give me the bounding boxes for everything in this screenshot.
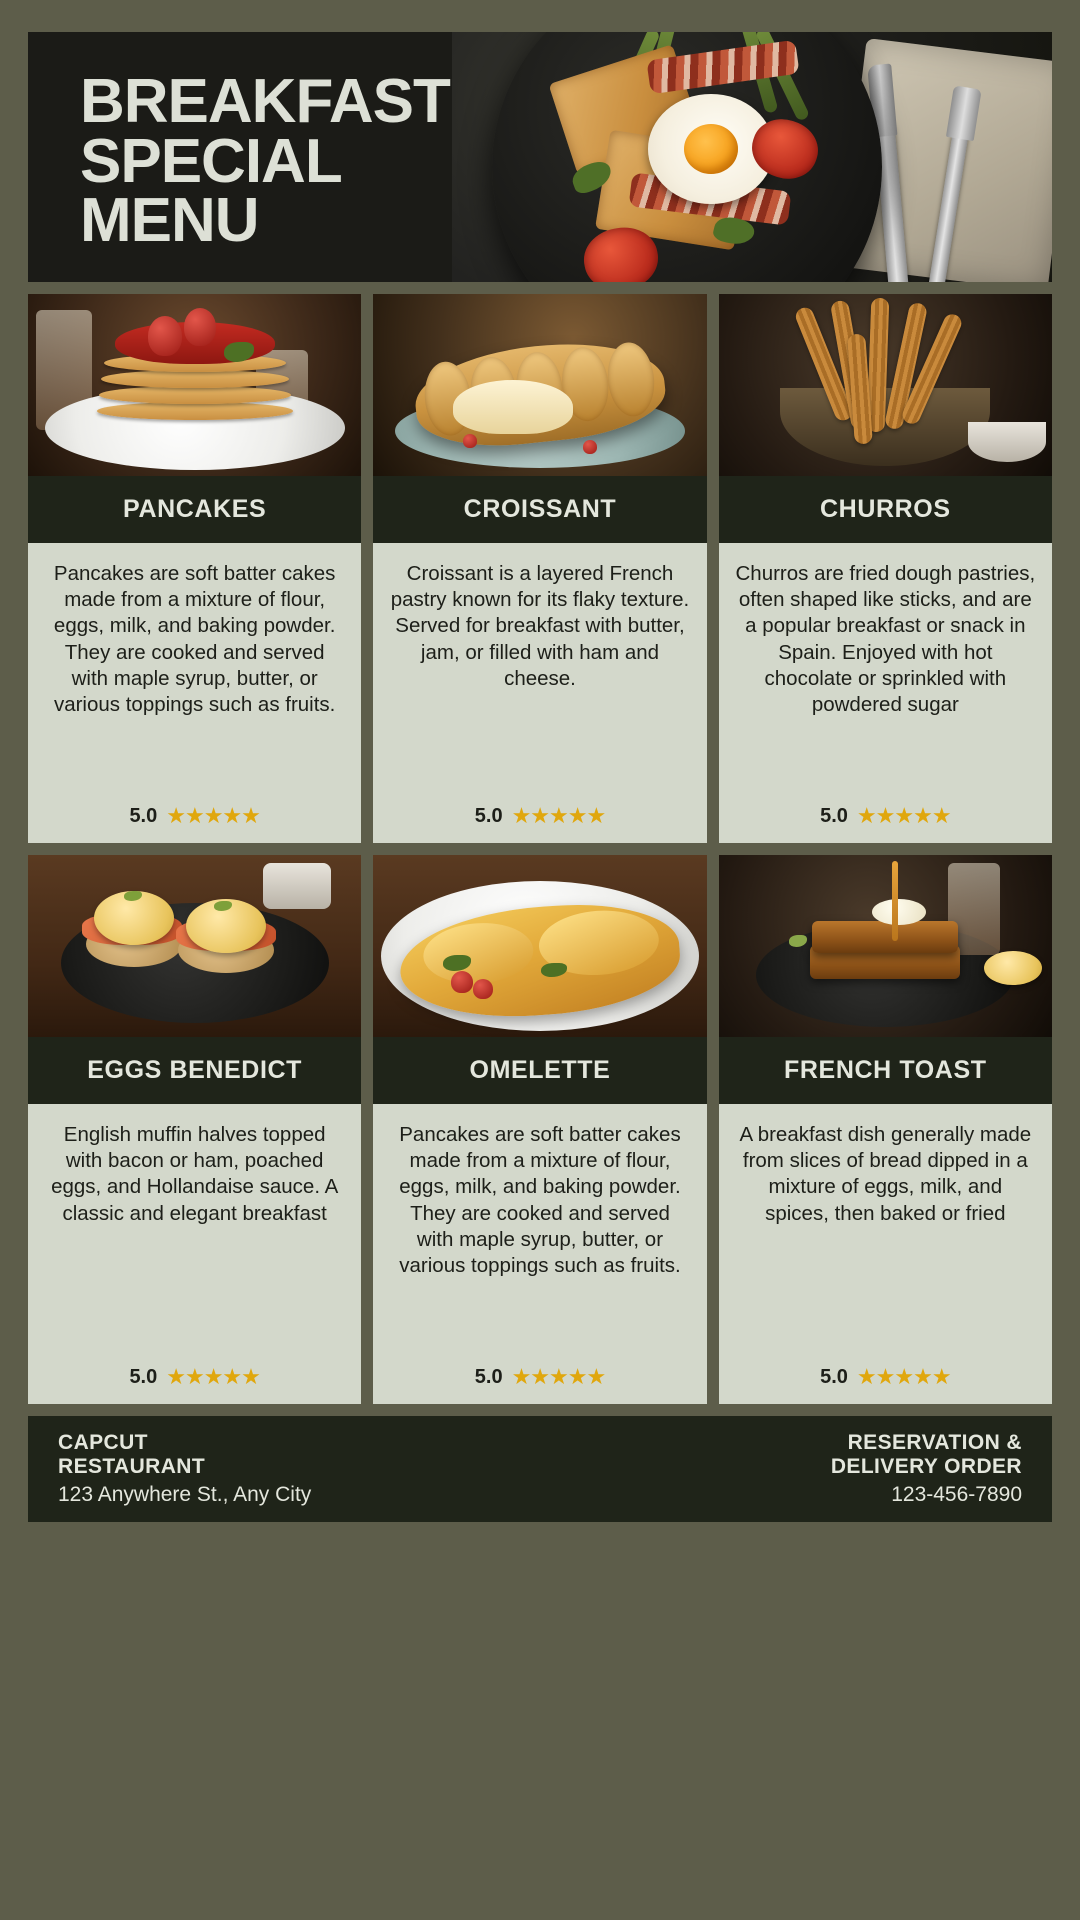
pancake-stack-with-strawberry-syrup-photo bbox=[28, 294, 361, 476]
menu-card-croissant[interactable] bbox=[373, 294, 706, 843]
page-title-line-1: BREAKFAST bbox=[80, 67, 450, 136]
card-body bbox=[373, 1104, 706, 1404]
reservation-phone[interactable]: 123-456-7890 bbox=[891, 1482, 1022, 1506]
card-title: OMELETTE bbox=[373, 1037, 706, 1104]
eggs-benedict-with-salmon-photo bbox=[28, 855, 361, 1037]
card-title: CHURROS bbox=[719, 476, 1052, 543]
card-description: Croissant is a layered French pastry known for its flaky texture. Served for breakfast with butter, jam, or filled with ham and cheese. bbox=[390, 562, 690, 690]
star-icon: ★★★★★ bbox=[511, 803, 606, 828]
restaurant-address: 123 Anywhere St., Any City bbox=[58, 1482, 312, 1506]
footer-reservation-info bbox=[831, 1431, 1022, 1506]
cream-filled-croissant-photo bbox=[373, 294, 706, 476]
rating-score: 5.0 bbox=[474, 804, 503, 827]
hero-banner bbox=[28, 32, 1052, 282]
rating-score: 5.0 bbox=[820, 804, 848, 827]
omelette-on-white-plate-photo bbox=[373, 855, 706, 1037]
rating bbox=[389, 1364, 690, 1390]
reservation-label-line-2: DELIVERY ORDER bbox=[830, 1455, 1022, 1478]
star-icon: ★★★★★ bbox=[856, 803, 951, 828]
rating-score: 5.0 bbox=[474, 1365, 503, 1388]
card-description: A breakfast dish generally made from slices of bread dipped in a mixture of eggs, milk, and spices, then baked or fried bbox=[739, 1123, 1032, 1225]
star-icon: ★★★★★ bbox=[166, 1364, 260, 1389]
card-description: English muffin halves topped with bacon or ham, poached eggs, and Hollandaise sauce. A classic and elegant breakfast bbox=[51, 1123, 339, 1225]
card-description: Churros are fried dough pastries, often shaped like sticks, and are a popular breakfast or snack in Spain. Enjoyed with hot chocolate or sprinkled with powdered sugar bbox=[735, 562, 1036, 717]
menu-grid-row-1 bbox=[28, 294, 1052, 843]
card-body bbox=[28, 1104, 361, 1404]
rating bbox=[735, 803, 1036, 829]
page-title-line-2: SPECIAL bbox=[80, 126, 342, 196]
rating bbox=[389, 803, 690, 829]
rating-score: 5.0 bbox=[129, 1365, 158, 1388]
menu-grid-row-2 bbox=[28, 855, 1052, 1404]
restaurant-name-line-1: CAPCUT bbox=[58, 1431, 148, 1455]
rating-score: 5.0 bbox=[129, 804, 158, 827]
page-title-line-3: MENU bbox=[80, 186, 259, 256]
rating-score: 5.0 bbox=[820, 1365, 848, 1388]
rating bbox=[44, 803, 345, 829]
reservation-label-line-1: RESERVATION & bbox=[847, 1431, 1022, 1455]
restaurant-name-line-2: RESTAURANT bbox=[58, 1455, 206, 1478]
card-body bbox=[373, 543, 706, 843]
footer-restaurant-info bbox=[58, 1431, 311, 1506]
star-icon: ★★★★★ bbox=[166, 803, 260, 828]
star-icon: ★★★★★ bbox=[511, 1364, 606, 1389]
card-description: Pancakes are soft batter cakes made from a mixture of flour, eggs, milk, and baking powder. They are cooked and served with maple syrup, butter, or various toppings such as fruits. bbox=[399, 1123, 681, 1278]
menu-card-eggs-benedict[interactable] bbox=[28, 855, 361, 1404]
menu-card-pancakes[interactable] bbox=[28, 294, 361, 843]
card-title: FRENCH TOAST bbox=[719, 1037, 1052, 1104]
churros-in-bowl-photo bbox=[719, 294, 1052, 476]
star-icon: ★★★★★ bbox=[856, 1364, 951, 1389]
card-description: Pancakes are soft batter cakes made from a mixture of flour, eggs, milk, and baking powder. They are cooked and served with maple syrup, butter, or various toppings such as fruits. bbox=[53, 562, 336, 717]
menu-card-french-toast[interactable] bbox=[719, 855, 1052, 1404]
french-toast-with-syrup-photo bbox=[719, 855, 1052, 1037]
menu-card-omelette[interactable] bbox=[373, 855, 706, 1404]
card-title: CROISSANT bbox=[373, 476, 706, 543]
hero-image bbox=[452, 32, 1052, 282]
card-body bbox=[719, 1104, 1052, 1404]
card-title: EGGS BENEDICT bbox=[28, 1037, 361, 1104]
rating bbox=[44, 1364, 345, 1390]
menu-card-churros[interactable] bbox=[719, 294, 1052, 843]
card-title: PANCAKES bbox=[28, 476, 361, 543]
rating bbox=[735, 1364, 1036, 1390]
page-title bbox=[80, 67, 450, 256]
card-body bbox=[719, 543, 1052, 843]
card-body bbox=[28, 543, 361, 843]
footer bbox=[28, 1416, 1052, 1522]
